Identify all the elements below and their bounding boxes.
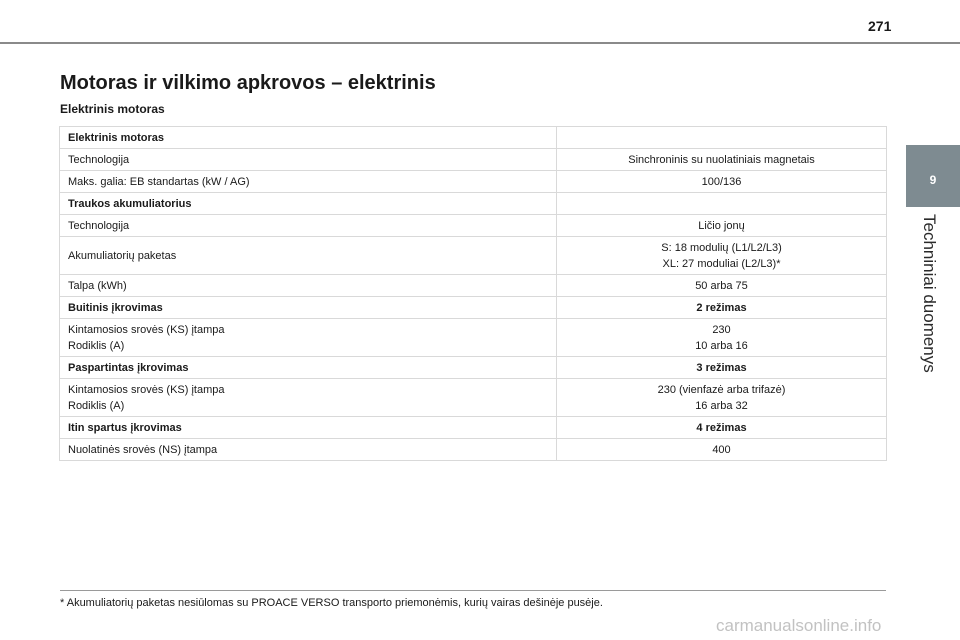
chapter-number: 9 [929,173,937,187]
table-cell-value [557,275,887,297]
table-cell-label [60,237,557,275]
cell-text: Kintamosios srovės (KS) įtampa [68,383,225,396]
footnote-divider [60,590,886,591]
table-cell-value [557,193,887,215]
table-cell-label [60,417,557,439]
cell-text: Akumuliatorių paketas [68,249,177,262]
table-cell-value [557,127,887,149]
table-section-header [60,127,887,149]
watermark: carmanualsonline.info [716,616,882,635]
cell-text: 16 arba 32 [695,399,748,412]
table-cell-label [60,127,557,149]
footnote: * Akumuliatorių paketas nesiūlomas su PROACE VERSO transporto priemonėmis, kurių vairas dešinėje pusėje. [60,597,603,609]
table-section-header [60,297,887,319]
cell-text: Technologija [68,153,130,166]
spec-table [59,126,887,461]
table-cell-label [60,215,557,237]
cell-text: Elektrinis motoras [68,131,164,144]
cell-text: Sinchroninis su nuolatiniais magnetais [628,153,815,166]
table-cell-value [557,417,887,439]
cell-text: 230 [712,323,731,336]
cell-text: Talpa (kWh) [68,279,127,292]
chapter-tab[interactable] [906,145,960,207]
table-row [60,215,887,237]
cell-text: Ličio jonų [698,219,745,232]
table-cell-value [557,149,887,171]
table-cell-label [60,149,557,171]
table-row [60,237,887,275]
chapter-label: Techniniai duomenys [920,214,939,373]
cell-text: S: 18 modulių (L1/L2/L3) [661,241,782,254]
cell-text: Buitinis įkrovimas [68,301,163,314]
cell-text: 100/136 [701,175,742,188]
table-section-header [60,357,887,379]
cell-text: 2 režimas [696,301,747,314]
spec-table-body [60,127,887,461]
table-cell-label [60,439,557,461]
table-section-header [60,417,887,439]
table-cell-value [557,171,887,193]
cell-text: 3 režimas [696,361,747,374]
cell-text: 50 arba 75 [695,279,748,292]
table-cell-value [557,439,887,461]
cell-text: 400 [712,443,731,456]
page-number: 271 [868,18,892,34]
table-cell-label [60,379,557,417]
cell-text: Rodiklis (A) [68,399,125,412]
table-cell-value [557,357,887,379]
cell-text: Traukos akumuliatorius [68,197,192,210]
table-cell-label [60,171,557,193]
table-cell-value [557,319,887,357]
page-title: Motoras ir vilkimo apkrovos – elektrinis [60,72,436,94]
table-row [60,171,887,193]
table-cell-label [60,357,557,379]
cell-text: Maks. galia: EB standartas (kW / AG) [68,175,250,188]
table-cell-label [60,297,557,319]
table-cell-value [557,237,887,275]
table-cell-label [60,319,557,357]
cell-text: 4 režimas [696,421,747,434]
cell-text: 10 arba 16 [695,339,748,352]
table-section-header [60,193,887,215]
header-divider [0,42,960,44]
table-row [60,149,887,171]
table-row [60,379,887,417]
cell-text: XL: 27 moduliai (L2/L3)* [662,257,781,270]
table-cell-label [60,275,557,297]
cell-text: Paspartintas įkrovimas [68,361,189,374]
cell-text: Itin spartus įkrovimas [68,421,182,434]
table-cell-value [557,379,887,417]
cell-text: Rodiklis (A) [68,339,125,352]
cell-text: Kintamosios srovės (KS) įtampa [68,323,225,336]
table-row [60,275,887,297]
cell-text: Technologija [68,219,130,232]
table-row [60,439,887,461]
table-cell-value [557,215,887,237]
section-subtitle: Elektrinis motoras [60,102,165,116]
table-cell-label [60,193,557,215]
table-row [60,319,887,357]
table-cell-value [557,297,887,319]
cell-text: Nuolatinės srovės (NS) įtampa [68,443,218,456]
cell-text: 230 (vienfazė arba trifazė) [657,383,786,396]
